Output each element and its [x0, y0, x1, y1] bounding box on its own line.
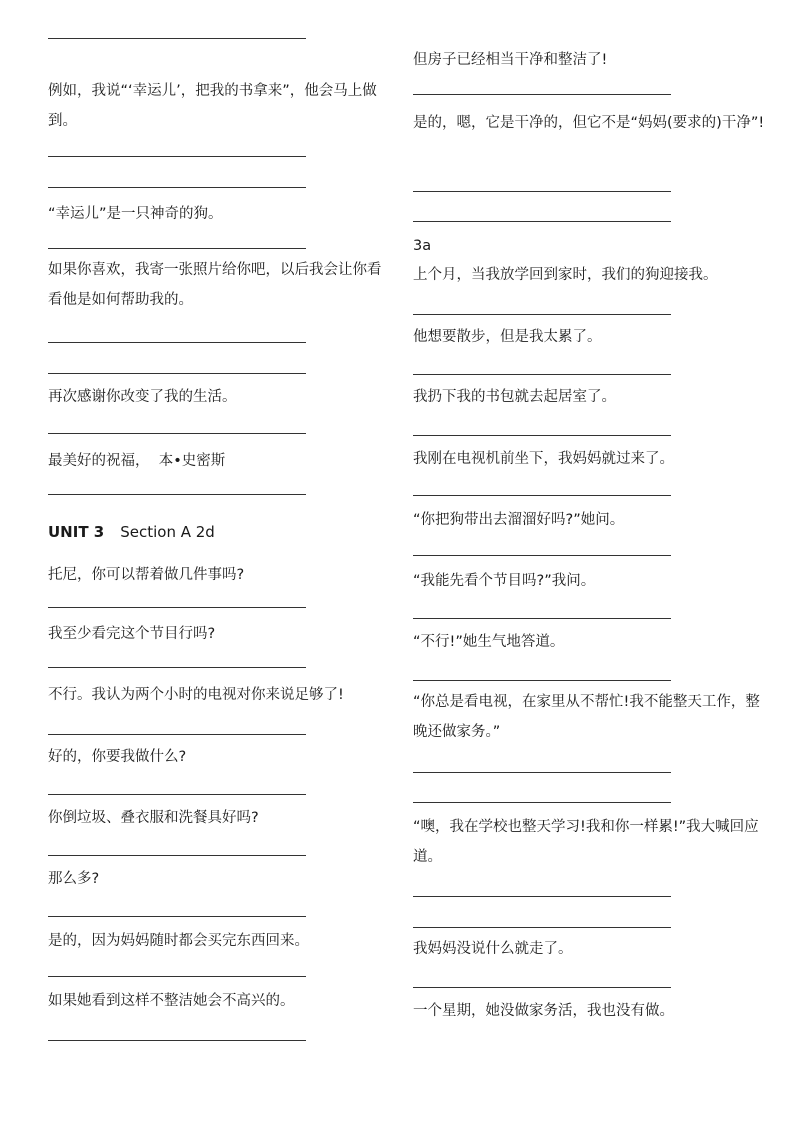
sentence-text: 托尼，你可以帮着做几件事吗? — [48, 567, 245, 583]
answer-line — [48, 342, 306, 343]
answer-line — [413, 314, 671, 315]
sentence-text: “你总是看电视，在家里从不帮忙!我不能整天工作，整晚还做家务。” — [413, 694, 760, 740]
answer-line — [413, 680, 671, 681]
sentence-text: “不行!”她生气地答道。 — [413, 634, 565, 650]
sentence-text: 我扔下我的书包就去起居室了。 — [413, 389, 616, 405]
sentence-text: 我至少看完这个节目行吗? — [48, 626, 216, 642]
sentence-text: 不行。我认为两个小时的电视对你来说足够了! — [48, 687, 344, 703]
answer-line — [48, 916, 306, 917]
sentence-text: 是的，嗯，它是干净的，但它不是“妈妈(要求的)干净”! — [413, 115, 765, 131]
answer-line — [413, 802, 671, 803]
sentence-text: “噢，我在学校也整天学习!我和你一样累!”我大喊回应道。 — [413, 819, 759, 865]
sentence-text: “我能先看个节目吗?”我问。 — [413, 573, 596, 589]
answer-line — [48, 607, 306, 608]
answer-line — [48, 855, 306, 856]
sentence-text: 但房子已经相当干净和整洁了! — [413, 52, 608, 68]
answer-line — [48, 1040, 306, 1041]
sentence-text: 再次感谢你改变了我的生活。 — [48, 389, 237, 405]
sentence-text: 你倒垃圾、叠衣服和洗餐具好吗? — [48, 810, 259, 826]
answer-line — [48, 433, 306, 434]
answer-line — [413, 772, 671, 773]
answer-line — [413, 555, 671, 556]
sentence-text: 最美好的祝福， 本•史密斯 — [48, 453, 226, 469]
answer-line — [413, 927, 671, 928]
answer-line — [48, 794, 306, 795]
sentence-text: 一个星期，她没做家务活，我也没有做。 — [413, 1003, 674, 1019]
answer-line — [48, 373, 306, 374]
answer-line — [413, 896, 671, 897]
sentence-text: 3a — [413, 238, 432, 254]
answer-line — [413, 435, 671, 436]
answer-line — [413, 191, 671, 192]
sentence-text: 我妈妈没说什么就走了。 — [413, 941, 573, 957]
answer-line — [48, 667, 306, 668]
answer-line — [48, 156, 306, 157]
answer-line — [48, 187, 306, 188]
sentence-text: “幸运儿”是一只神奇的狗。 — [48, 206, 223, 222]
answer-line — [413, 94, 671, 95]
answer-line — [413, 221, 671, 222]
unit-label: UNIT 3 — [48, 523, 105, 541]
sentence-text: 例如，我说“‘幸运儿’，把我的书拿来”，他会马上做到。 — [48, 83, 377, 129]
answer-line — [48, 38, 306, 39]
answer-line — [413, 495, 671, 496]
answer-line — [48, 734, 306, 735]
answer-line — [48, 494, 306, 495]
answer-line — [48, 976, 306, 977]
answer-line — [413, 618, 671, 619]
sentence-text: 是的，因为妈妈随时都会买完东西回来。 — [48, 933, 309, 949]
sentence-text: 如果她看到这样不整洁她会不高兴的。 — [48, 993, 295, 1009]
sentence-text: 那么多? — [48, 871, 100, 887]
sentence-text: 上个月，当我放学回到家时，我们的狗迎接我。 — [413, 267, 718, 283]
section-label: Section A 2d — [120, 523, 215, 541]
answer-line — [413, 987, 671, 988]
sentence-text: 如果你喜欢，我寄一张照片给你吧，以后我会让你看看他是如何帮助我的。 — [48, 262, 382, 308]
sentence-text: 他想要散步，但是我太累了。 — [413, 329, 602, 345]
sentence-text: 我刚在电视机前坐下，我妈妈就过来了。 — [413, 451, 674, 467]
answer-line — [48, 248, 306, 249]
sentence-text: “你把狗带出去溜溜好吗?”她问。 — [413, 512, 625, 528]
answer-line — [413, 374, 671, 375]
section-heading — [48, 517, 215, 547]
sentence-text: 好的，你要我做什么? — [48, 749, 187, 765]
